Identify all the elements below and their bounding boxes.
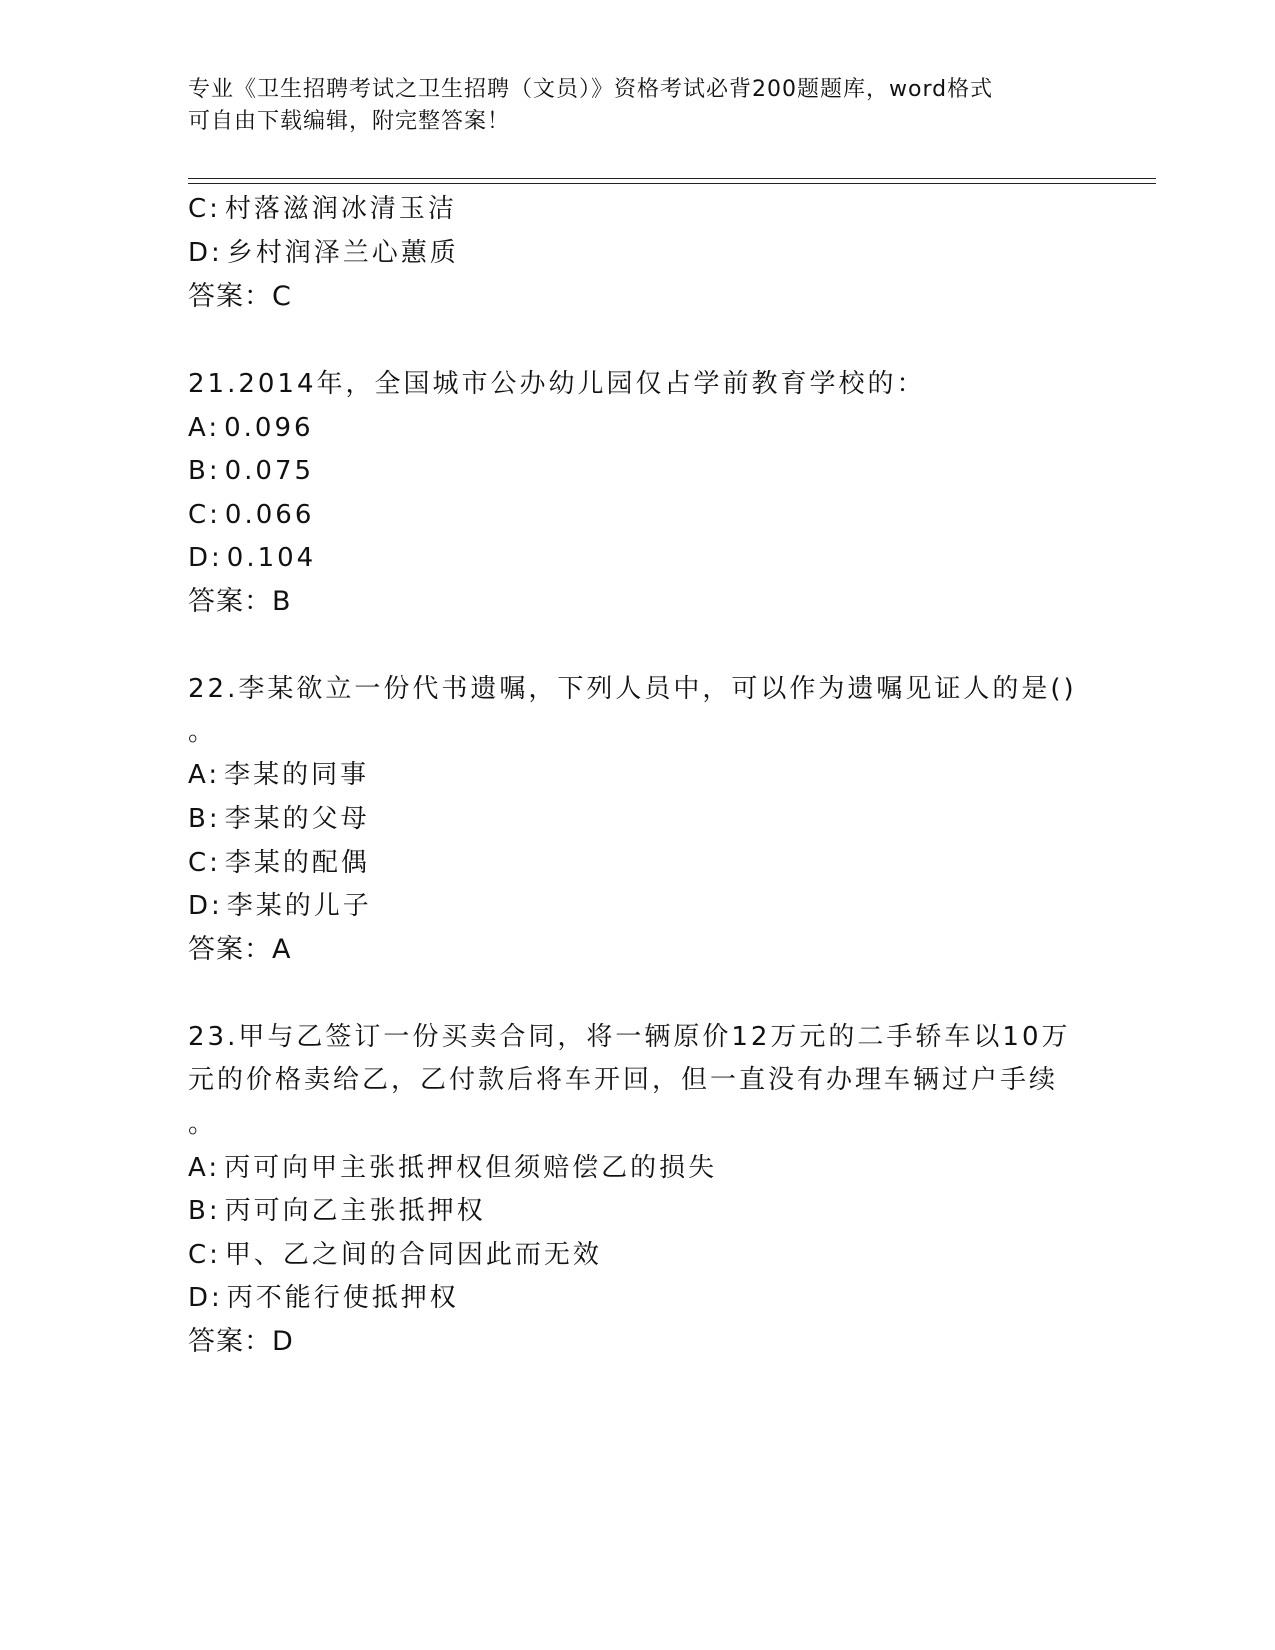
option-text: 0.066: [224, 500, 315, 530]
option-text: 丙可向甲主张抵押权但须赔偿乙的损失: [224, 1153, 718, 1183]
option-label: C:: [188, 500, 221, 530]
option-label: D:: [188, 1283, 223, 1313]
question-stem-continued: 元的价格卖给乙，乙付款后将车开回，但一直没有办理车辆过户手续: [188, 1065, 1059, 1095]
question-stem: 21.2014年，全国城市公办幼儿园仅占学前教育学校的：: [188, 369, 926, 399]
header-line-2: 可自由下载编辑，附完整答案！: [188, 109, 511, 134]
option-text: 李某的同事: [224, 760, 370, 790]
option-text: 丙可向乙主张抵押权: [224, 1196, 486, 1226]
option-a: [188, 1152, 717, 1184]
option-text: 0.096: [224, 413, 314, 443]
option-label: C:: [188, 194, 221, 224]
option-label: A:: [188, 1153, 221, 1183]
option-label: B:: [188, 804, 221, 834]
option-label: D:: [188, 891, 223, 921]
answer-line: 答案：C: [188, 281, 292, 312]
question-stem-continued: 。: [188, 1109, 218, 1139]
document-header: [188, 74, 1068, 138]
option-label: D:: [188, 543, 223, 573]
option-text: 0.104: [226, 543, 317, 573]
option-c: [188, 847, 370, 879]
question-stem-continued: 。: [188, 717, 218, 747]
option-text: 甲、乙之间的合同因此而无效: [224, 1240, 602, 1270]
option-a: [188, 759, 369, 791]
option-text: 李某的儿子: [226, 891, 372, 921]
option-text: 丙不能行使抵押权: [226, 1283, 459, 1313]
answer-line: 答案：D: [188, 1326, 294, 1357]
answer-line: 答案：B: [188, 586, 292, 617]
option-c: [188, 1239, 602, 1271]
option-label: A:: [188, 413, 221, 443]
header-divider-top: [188, 178, 1156, 179]
option-c: [188, 193, 457, 225]
option-label: C:: [188, 848, 221, 878]
option-label: A:: [188, 760, 221, 790]
option-d: [188, 890, 372, 922]
option-text: 李某的配偶: [224, 848, 370, 878]
answer-line: 答案：A: [188, 934, 292, 965]
option-b: [188, 1195, 486, 1227]
option-text: 乡村润泽兰心蕙质: [226, 238, 459, 268]
option-c: [188, 499, 314, 531]
option-b: [188, 803, 370, 835]
header-line-1: 专业《卫生招聘考试之卫生招聘（文员）》资格考试必背200题题库，word格式: [188, 77, 994, 102]
option-text: 李某的父母: [224, 804, 370, 834]
option-label: C:: [188, 1240, 221, 1270]
option-d: [188, 237, 459, 269]
option-b: [188, 455, 314, 487]
header-divider-bottom: [188, 183, 1156, 184]
option-d: [188, 1282, 459, 1314]
question-stem: 23.甲与乙签订一份买卖合同，将一辆原价12万元的二手轿车以10万: [188, 1022, 1071, 1052]
option-d: [188, 542, 316, 574]
option-text: 村落滋润冰清玉洁: [224, 194, 457, 224]
option-label: D:: [188, 238, 223, 268]
question-stem: 22.李某欲立一份代书遗嘱，下列人员中，可以作为遗嘱见证人的是(): [188, 674, 1077, 704]
option-text: 0.075: [224, 456, 315, 486]
option-label: B:: [188, 1196, 221, 1226]
option-a: [188, 412, 314, 444]
option-label: B:: [188, 456, 221, 486]
